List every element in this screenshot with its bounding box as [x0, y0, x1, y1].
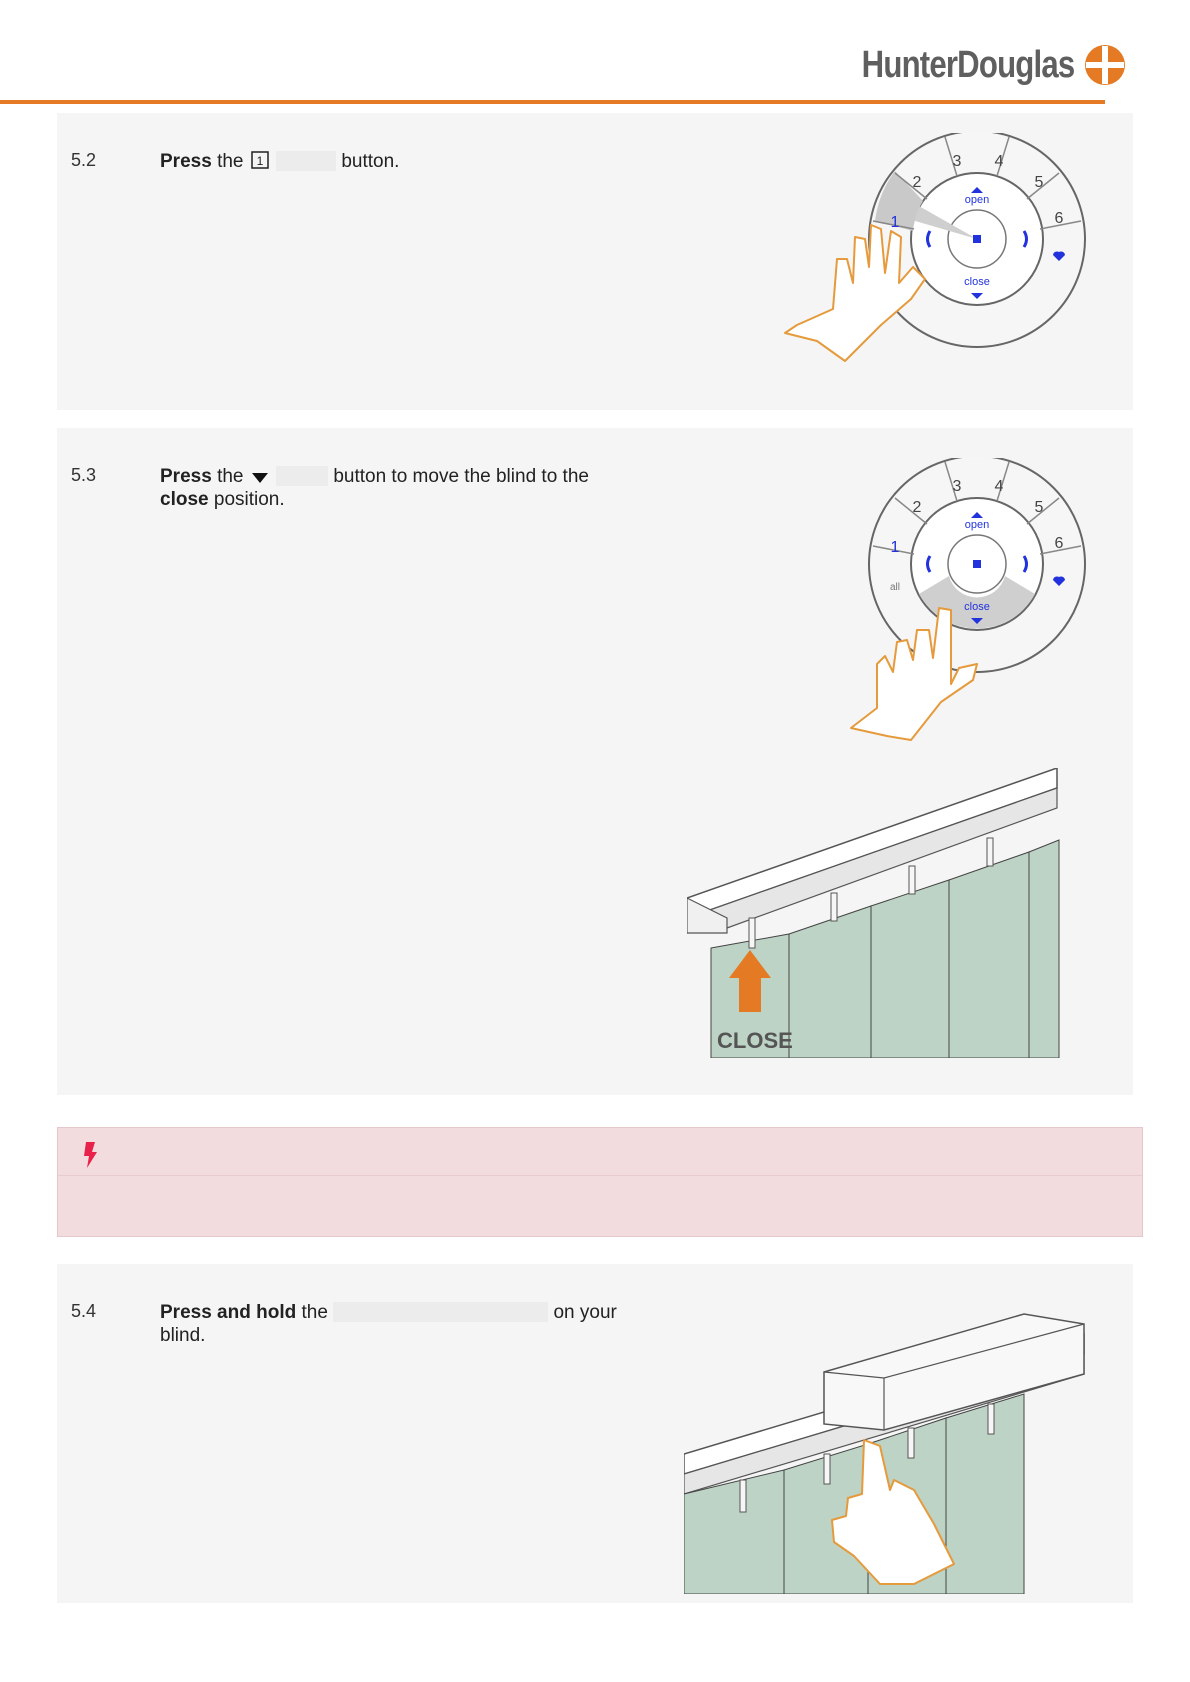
close-image-label: CLOSE	[717, 1028, 793, 1053]
step-text-b: button to move the blind to the	[333, 466, 589, 487]
step-instruction	[160, 1301, 640, 1347]
step-text-b: on your blind.	[160, 1302, 617, 1346]
svg-text:5: 5	[1034, 174, 1044, 191]
svg-text:all: all	[889, 582, 901, 593]
step-number: 5.2	[71, 150, 97, 170]
hunter-douglas-logo-icon	[1084, 44, 1126, 86]
warning-box	[57, 1127, 1143, 1237]
svg-text:2: 2	[912, 499, 922, 516]
svg-text:4: 4	[994, 153, 1004, 170]
step-panel-5-3	[57, 428, 1133, 1095]
step-panel-5-4	[57, 1264, 1133, 1603]
step-panel-5-2	[57, 113, 1133, 410]
brand-name: HunterDouglas	[861, 43, 1075, 86]
svg-text:3: 3	[952, 478, 962, 495]
step-text-a: the	[217, 466, 244, 487]
header-rule	[0, 100, 1105, 104]
warning-divider	[58, 1175, 1142, 1176]
svg-text:3: 3	[952, 153, 962, 170]
blind-press-hold-illustration	[684, 1294, 1134, 1594]
step-text-b: button.	[341, 151, 400, 172]
svg-text:2: 2	[912, 174, 922, 191]
svg-text:close: close	[964, 276, 990, 288]
redacted-text	[333, 1302, 548, 1322]
step-text-a: the	[301, 1302, 328, 1323]
step-text-a: the	[217, 151, 244, 172]
step-number: 5.3	[71, 465, 97, 485]
step-bold-close: close	[160, 489, 209, 510]
redacted-text	[276, 466, 328, 486]
svg-text:close: close	[964, 601, 990, 613]
step-text-c: position.	[213, 489, 285, 510]
step-number: 5.4	[71, 1301, 97, 1321]
redacted-text	[276, 151, 336, 171]
svg-text:6: 6	[1054, 210, 1064, 227]
svg-text:1: 1	[890, 214, 900, 231]
button-1-icon	[251, 151, 269, 169]
svg-text:1: 1	[256, 154, 264, 168]
lightning-icon	[83, 1142, 99, 1168]
step-instruction	[160, 465, 640, 511]
blind-close-illustration	[687, 768, 1137, 1058]
down-triangle-icon	[251, 472, 269, 484]
remote-press-close-illustration	[837, 458, 1157, 748]
step-bold-text: Press	[160, 466, 212, 487]
remote-press-1-illustration	[777, 133, 1157, 393]
step-bold-text: Press and hold	[160, 1302, 297, 1323]
svg-text:4: 4	[994, 478, 1004, 495]
svg-text:open: open	[964, 194, 990, 206]
brand-logo	[815, 40, 1126, 90]
step-bold-text: Press	[160, 151, 212, 172]
svg-text:1: 1	[890, 539, 900, 556]
step-instruction	[160, 150, 640, 173]
svg-text:5: 5	[1034, 499, 1044, 516]
svg-text:6: 6	[1054, 535, 1064, 552]
svg-text:open: open	[964, 519, 990, 531]
